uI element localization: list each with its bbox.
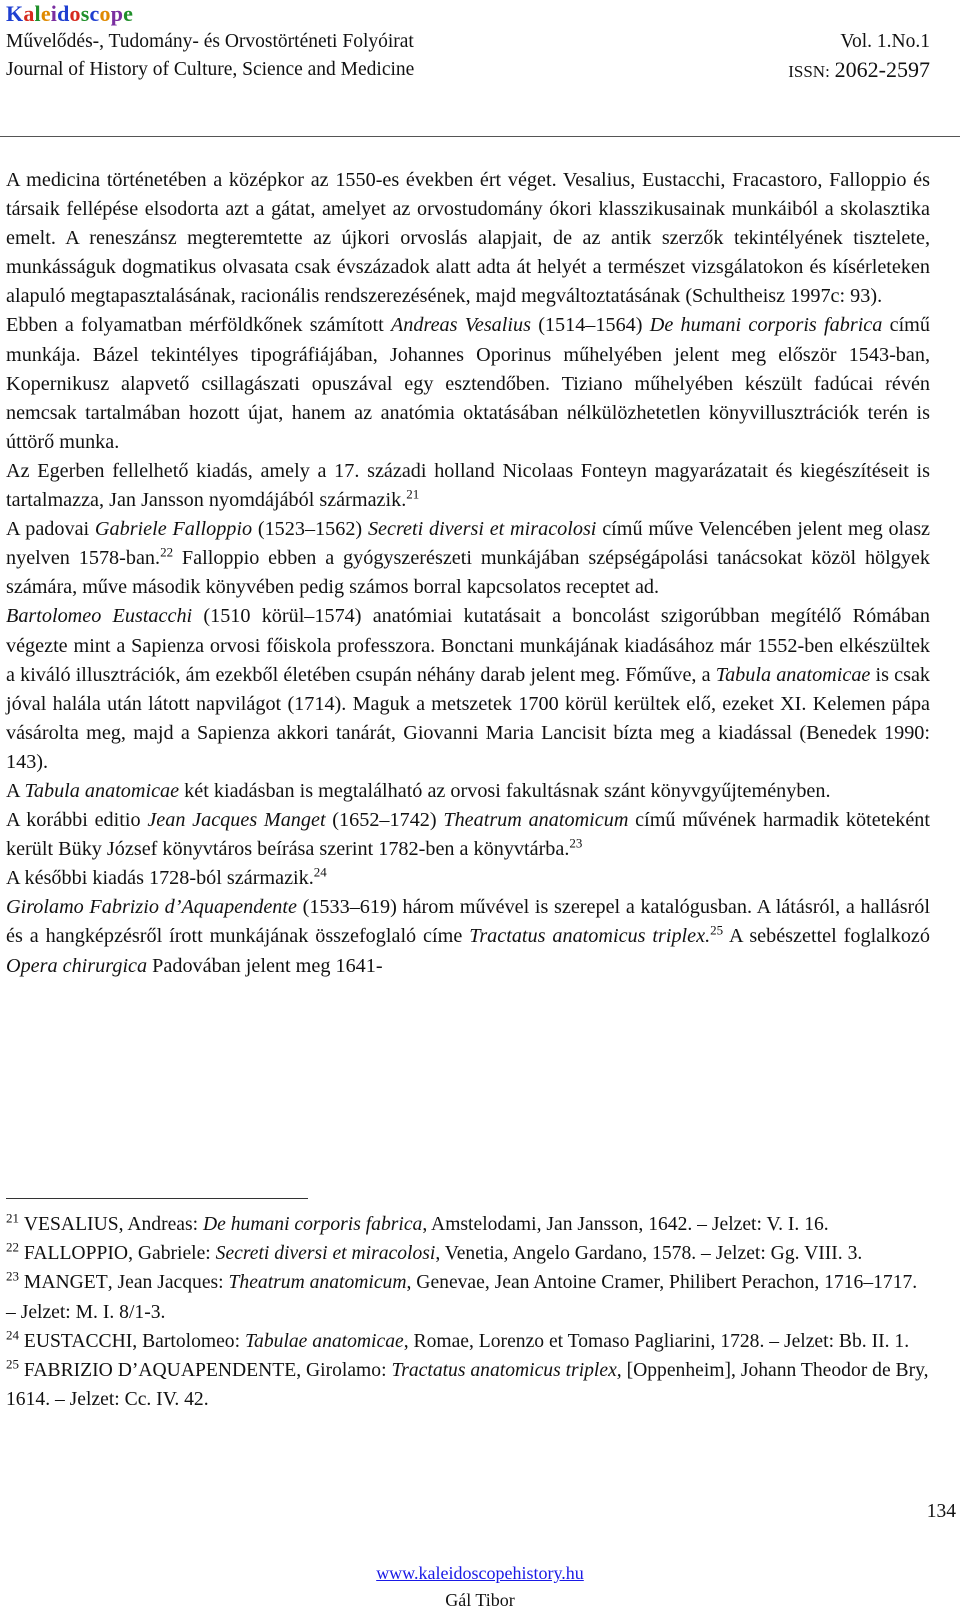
logo-letter: K xyxy=(6,1,24,26)
footnote xyxy=(6,1268,930,1326)
footnote-title: Theatrum anatomicum xyxy=(228,1272,407,1294)
footnote-title: De humani corporis fabrica xyxy=(202,1214,423,1235)
header-divider xyxy=(0,136,960,137)
paragraph xyxy=(6,457,930,515)
footnote-number: 22 xyxy=(6,1239,19,1255)
text-run: című munkája. Bázel tekintélyes tipográfiájában, Johannes Oporinus műhelyében jelent meg először 1543-ban, Kopernikusz alapvető csillagászati opuszával egy esztendőben. Tiziano műhelyében készült fadúcai révén nemcsak tartalmában hozott újat, hanem az anatómia oktatásában nélkülözhetetlen könyvillusztrációk terén is úttörő munka. xyxy=(6,314,930,453)
journal-header xyxy=(6,0,930,84)
volume-number: Vol. 1.No.1 xyxy=(840,31,930,52)
footnote-author: FALLOPPIO xyxy=(23,1243,129,1265)
footnote-title: Secreti diversi et miracolosi xyxy=(215,1243,436,1265)
author-name: Bartolomeo Eustacchi xyxy=(6,605,193,628)
footnote-number: 25 xyxy=(6,1356,19,1372)
text-run: , Genevae, Jean Antoine Cramer, Philibert Perachon, 1716–1717. – Jelzet: M. I. 8/1-3. xyxy=(6,1272,918,1323)
text-run: A sebészettel foglalkozó xyxy=(723,925,930,948)
paragraph xyxy=(6,864,930,893)
footnote-number: 23 xyxy=(6,1268,19,1284)
work-title: Tabula anatomicae xyxy=(715,663,871,686)
footnote xyxy=(6,1239,930,1268)
paragraph xyxy=(6,777,930,806)
logo-letter: e xyxy=(40,1,51,26)
text-run: , Venetia, Angelo Gardano, 1578. – Jelzet: Gg. VIII. 3. xyxy=(435,1243,863,1265)
text-run: (1652–1742) xyxy=(325,809,444,832)
footnote-title: Tractatus anatomicus triplex, xyxy=(391,1360,622,1382)
text-run: Az Egerben fellelhető kiadás, amely a 17. századi holland Nicolaas Fonteyn magyarázatait és kiegészítéseit is tartalmazza, Jan Jansson nyomdájából származik. xyxy=(6,459,930,512)
footnote xyxy=(6,1356,930,1414)
text-run: A padovai xyxy=(6,518,95,541)
text-run: A xyxy=(6,779,25,802)
footnote-number: 21 xyxy=(6,1210,19,1226)
footnote-author: EUSTACCHI xyxy=(23,1330,133,1352)
logo-letter: a xyxy=(23,1,35,26)
issn-label: ISSN: xyxy=(788,62,830,81)
paragraph xyxy=(6,311,930,456)
logo-letter: i xyxy=(50,1,58,26)
author-name: Jean Jacques Manget xyxy=(147,809,326,832)
text-run: , Amstelodami, Jan Jansson, 1642. – Jelzet: V. I. 16. xyxy=(422,1214,829,1235)
page-footer xyxy=(0,1560,960,1614)
footnote-number: 24 xyxy=(6,1327,19,1343)
article-body xyxy=(6,166,930,981)
journal-logo xyxy=(6,0,930,28)
text-run: [Oppenheim], Johann Theodor de Bry, 1614. – Jelzet: Cc. IV. 42. xyxy=(6,1360,929,1411)
work-title: Tabula anatomicae xyxy=(24,779,180,802)
text-run: , Andreas: xyxy=(118,1214,203,1235)
logo-letter: d xyxy=(57,1,70,26)
logo-letter: o xyxy=(99,1,111,26)
footnote xyxy=(6,1327,930,1356)
author-name: Gabriele Falloppio xyxy=(94,518,253,541)
paragraph xyxy=(6,893,930,980)
author-name: Girolamo Fabrizio d’Aquapendente xyxy=(6,896,297,919)
author-name: Andreas Vesalius xyxy=(390,314,531,337)
footnote-ref[interactable]: 22 xyxy=(160,544,174,560)
website-link[interactable]: www.kaleidoscopehistory.hu xyxy=(376,1563,584,1583)
text-run: is csak jóval halála után látott napvilágot (1714). Maguk a metszetek 1700 körül kerültek elő, ezeket XI. Kelemen pápa vásárolta meg, majd a Sapienza akkori tanárát, Giovanni Maria Lancisit bízta meg a kiadással (Benedek 1990: 143). xyxy=(6,663,930,773)
text-run: Falloppio ebben a gyógyszerészeti munkájában szépségápolási tanácsokat közöl hölgyek számára, műve második könyvében pedig számos borral kapcsolatos receptet ad. xyxy=(6,547,930,599)
text-run: című műve Velencében jelent meg olasz nyelven 1578-ban. xyxy=(6,518,931,570)
text-run: (1514–1564) xyxy=(530,314,650,337)
footnote-ref[interactable]: 24 xyxy=(313,864,327,880)
text-run: , Gabriele: xyxy=(128,1243,216,1265)
text-run: , Girolamo: xyxy=(296,1360,392,1382)
text-run: című művének harmadik köteteként került Büky József könyvtáros beírása szerint 1782-ben a könyvtárba. xyxy=(6,809,931,861)
work-title: Secreti diversi et miracolosi xyxy=(367,518,597,541)
footnote xyxy=(6,1210,930,1239)
text-run: (1523–1562) xyxy=(252,518,368,541)
text-run: A medicina történetében a középkor az 1550-es években ért véget. Vesalius, Eustacchi, Fracastoro, Falloppio és társaik fellépése elsodorta azt a gátat, amelyet az orvostudomány ókori klasszikusainak munkáiból a skolasztika emelt. A reneszánsz megteremtette az újkori orvoslás alapjait, de az antik szerzők tekintélyének tisztelete, munkásságuk dogmatikus olvasata csak évszázadok alatt adta át helyét a természet vizsgálatokon és kísérleteken alapuló megtapasztalásának, racionális rendszerezésének, majd megváltoztatásának (Schultheisz 1997c: 93). xyxy=(6,169,930,308)
work-title: De humani corporis fabrica xyxy=(649,314,883,337)
page-number: 134 xyxy=(926,1501,956,1522)
logo-letter: s xyxy=(80,1,90,26)
text-run: A korábbi editio xyxy=(6,809,148,832)
paragraph xyxy=(6,806,930,864)
footnote-author: MANGET xyxy=(23,1272,108,1294)
text-run: , Bartolomeo: xyxy=(132,1330,245,1352)
footnote-ref[interactable]: 21 xyxy=(406,486,420,502)
logo-letter: o xyxy=(69,1,81,26)
text-run: , Romae, Lorenzo et Tomaso Pagliarini, 1728. – Jelzet: Bb. II. 1. xyxy=(403,1330,910,1352)
work-title: Opera chirurgica xyxy=(6,954,148,977)
journal-subtitle-en: Journal of History of Culture, Science and Medicine xyxy=(6,59,415,80)
logo-letter: e xyxy=(123,1,134,26)
footnote-ref[interactable]: 25 xyxy=(710,922,724,938)
footnote-title: Tabulae anatomicae xyxy=(244,1330,404,1352)
footnote-ref[interactable]: 23 xyxy=(569,835,583,851)
logo-letter: l xyxy=(34,1,41,26)
text-run: két kiadásban is megtalálható az orvosi fakultásnak szánt könyvgyűjteményben. xyxy=(179,779,831,802)
paragraph xyxy=(6,515,930,602)
text-run: , Jean Jacques: xyxy=(107,1272,229,1294)
footnote-author: VESALIUS xyxy=(23,1214,119,1235)
footnotes xyxy=(6,1210,930,1414)
logo-letter: p xyxy=(110,1,124,26)
footer-author: Gál Tibor xyxy=(445,1590,515,1610)
paragraph xyxy=(6,602,930,777)
text-run: Ebben a folyamatban mérföldkőnek számított xyxy=(6,314,391,337)
logo-letter: c xyxy=(89,1,100,26)
journal-subtitle-hu: Művelődés-, Tudomány- és Orvostörténeti Folyóirat xyxy=(6,31,414,52)
footnote-author: FABRIZIO D’AQUAPENDENTE xyxy=(23,1360,297,1382)
paragraph xyxy=(6,166,930,311)
issn xyxy=(788,56,930,86)
text-run: A későbbi kiadás 1728-ból származik. xyxy=(6,867,314,890)
text-run: (1533–619) három művével is szerepel a katalógusban. A látásról, a hallásról és a hangképzésről írott munkájának összefoglaló címe xyxy=(6,896,930,948)
text-run: (1510 körül–1574) anatómiai kutatásait a boncolást szigorúbban megítélő Rómában végezte mint a Sapienza orvosi főiskola professzora. Bonctani munkájának kiadásához már 1552-ben elkészültek a kiváló illusztrációk, ám ezekből életében csupán néhány darab jelent meg. Főműve, a xyxy=(6,605,930,686)
issn-number: 2062-2597 xyxy=(834,57,930,82)
text-run: Padovában jelent meg 1641- xyxy=(147,954,383,977)
work-title: Tractatus anatomicus triplex. xyxy=(469,925,711,948)
footnote-divider xyxy=(6,1198,308,1199)
work-title: Theatrum anatomicum xyxy=(443,809,629,832)
